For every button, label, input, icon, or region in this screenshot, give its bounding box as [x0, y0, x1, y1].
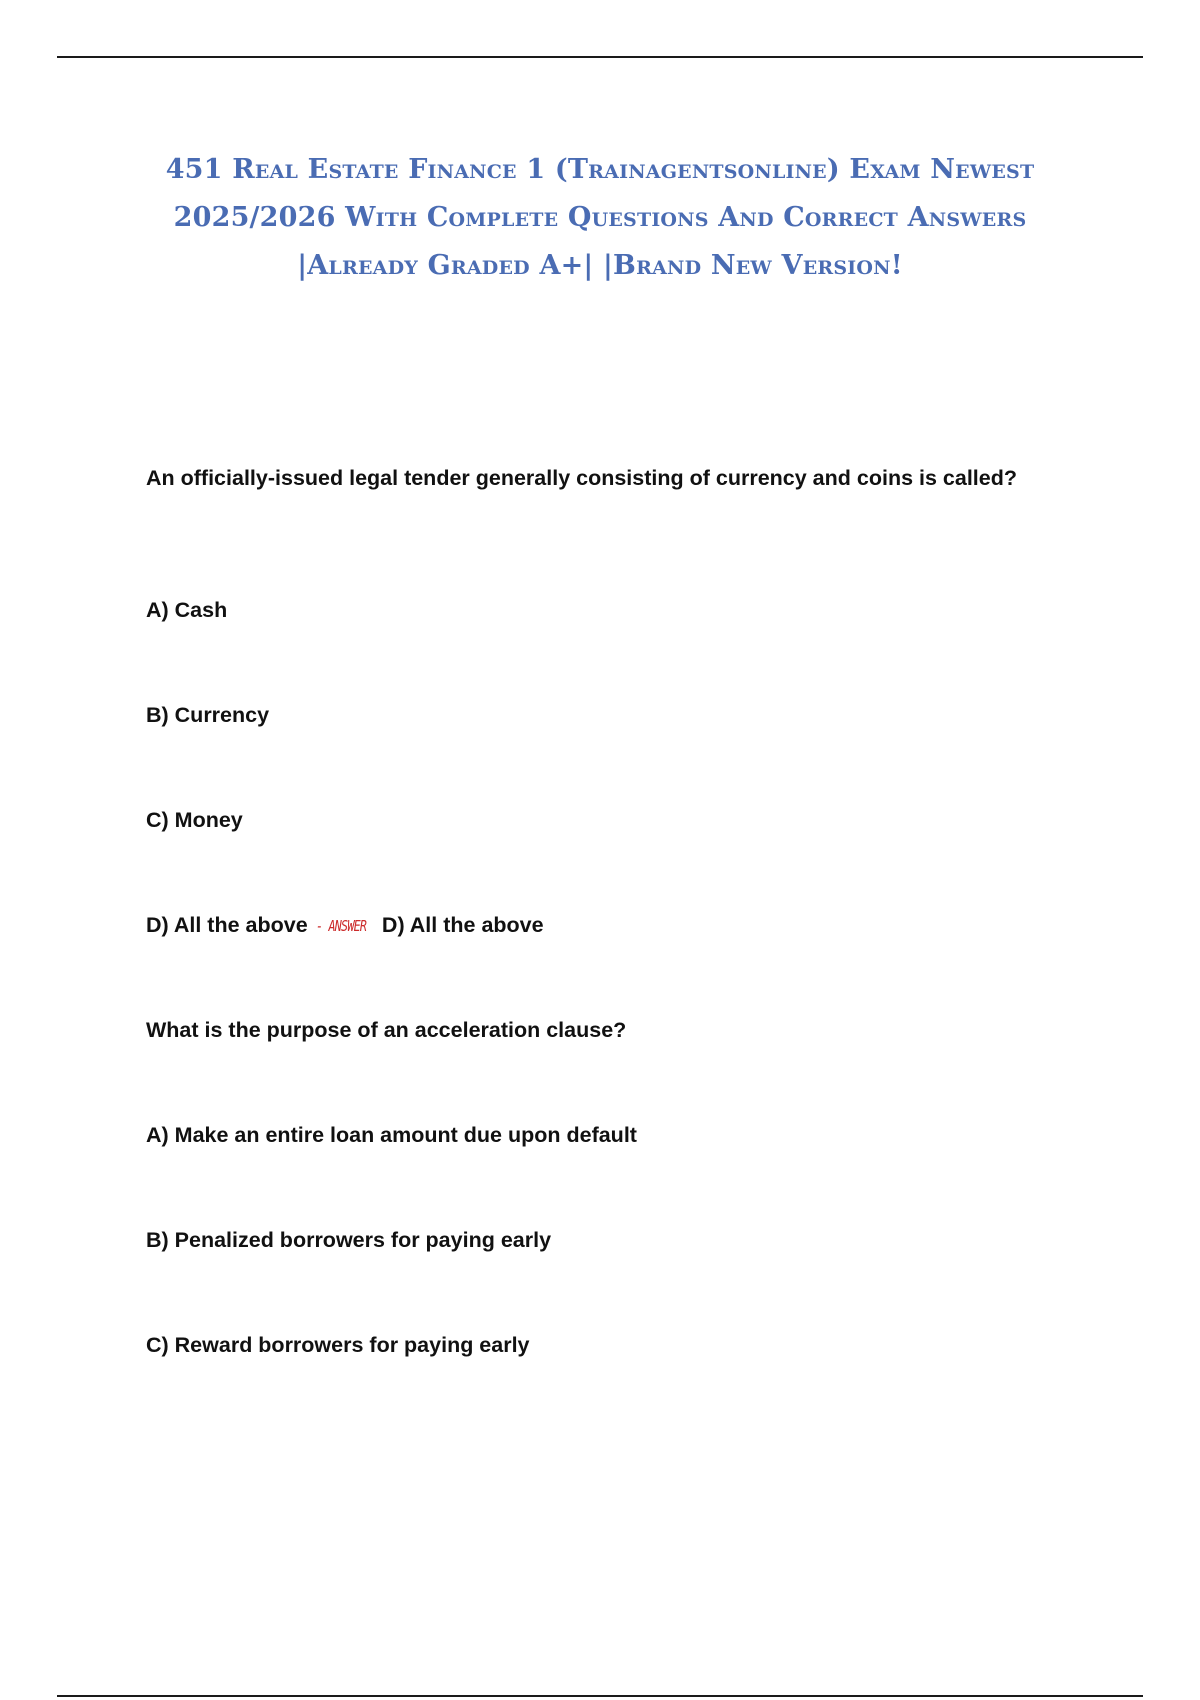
document-title: 451 Real Estate Finance 1 (Trainagentsonline) Exam Newest 2025/2026 With Complete Questions And Correct Answers |Already Graded A+| |Brand New Version! — [165, 154, 1035, 281]
question-1-option-d: D) All the above — [146, 913, 308, 937]
question-2-prompt: What is the purpose of an acceleration clause? — [146, 1018, 627, 1042]
question-1-option-c: C) Money — [146, 808, 243, 832]
question-1-answer: D) All the above — [381, 913, 544, 937]
question-2-option-c: C) Reward borrowers for paying early — [146, 1333, 530, 1357]
question-1-option-d-row — [146, 907, 544, 944]
footer-rule — [57, 1695, 1143, 1697]
answer-marker: - ANSWER — [315, 917, 366, 935]
question-1-option-b: B) Currency — [146, 703, 270, 727]
question-2-option-a: A) Make an entire loan amount due upon default — [146, 1123, 637, 1147]
header-rule — [57, 56, 1143, 58]
question-1-prompt: An officially-issued legal tender generally consisting of currency and coins is called? — [146, 466, 1017, 490]
question-1-option-a: A) Cash — [146, 598, 228, 622]
question-2-option-b: B) Penalized borrowers for paying early — [146, 1228, 552, 1252]
